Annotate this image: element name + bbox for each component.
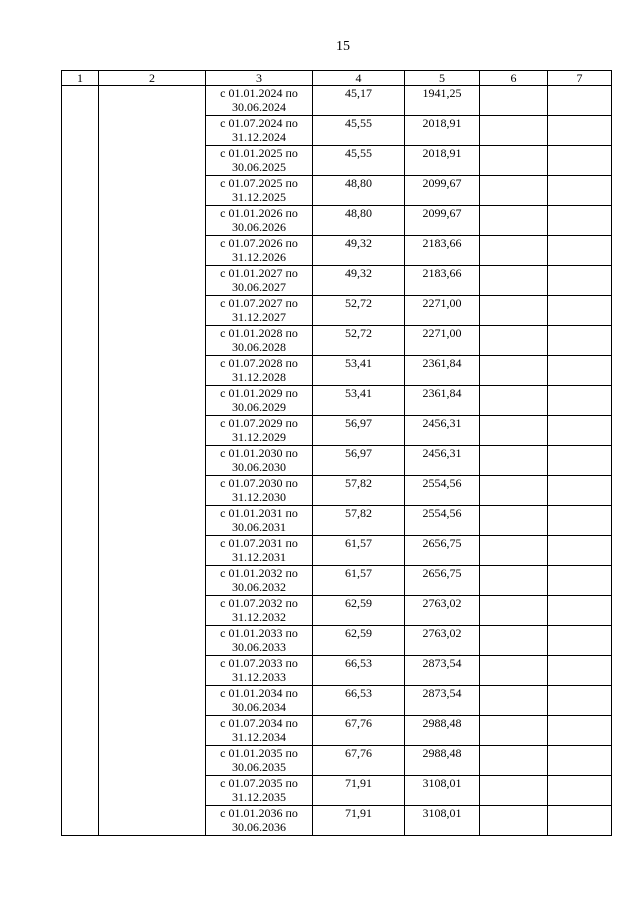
col5-value-cell: 2099,67 (405, 206, 480, 236)
col6-empty-cell (480, 506, 548, 536)
col5-value-cell: 2183,66 (405, 236, 480, 266)
col5-value-cell: 2988,48 (405, 746, 480, 776)
col7-empty-cell (548, 626, 612, 656)
col5-value-cell: 2656,75 (405, 566, 480, 596)
col4-value-cell: 67,76 (313, 746, 405, 776)
period-cell: с 01.01.2033 по 30.06.2033 (206, 626, 313, 656)
period-cell: с 01.01.2034 по 30.06.2034 (206, 686, 313, 716)
col7-empty-cell (548, 686, 612, 716)
col4-value-cell: 56,97 (313, 446, 405, 476)
table-body (62, 86, 612, 836)
col5-value-cell: 3108,01 (405, 806, 480, 836)
col4-value-cell: 45,55 (313, 146, 405, 176)
tariff-table (61, 70, 612, 836)
col7-empty-cell (548, 806, 612, 836)
col4-value-cell: 48,80 (313, 176, 405, 206)
col6-empty-cell (480, 86, 548, 116)
period-cell: с 01.07.2034 по 31.12.2034 (206, 716, 313, 746)
col5-value-cell: 2361,84 (405, 356, 480, 386)
col6-empty-cell (480, 296, 548, 326)
period-cell: с 01.07.2031 по 31.12.2031 (206, 536, 313, 566)
col7-empty-cell (548, 566, 612, 596)
col4-value-cell: 62,59 (313, 626, 405, 656)
col6-empty-cell (480, 806, 548, 836)
col5-value-cell: 2554,56 (405, 506, 480, 536)
col5-value-cell: 2099,67 (405, 176, 480, 206)
col5-value-cell: 2361,84 (405, 386, 480, 416)
col7-empty-cell (548, 146, 612, 176)
col6-empty-cell (480, 656, 548, 686)
col5-value-cell: 1941,25 (405, 86, 480, 116)
col6-empty-cell (480, 176, 548, 206)
col5-value-cell: 2456,31 (405, 416, 480, 446)
page-number: 15 (336, 39, 350, 54)
col6-empty-cell (480, 686, 548, 716)
period-cell: с 01.01.2035 по 30.06.2035 (206, 746, 313, 776)
col4-value-cell: 71,91 (313, 806, 405, 836)
col6-empty-cell (480, 536, 548, 566)
col5-value-cell: 2873,54 (405, 686, 480, 716)
header-cell-2: 2 (99, 71, 206, 86)
period-cell: с 01.01.2029 по 30.06.2029 (206, 386, 313, 416)
col5-value-cell: 2018,91 (405, 116, 480, 146)
col6-empty-cell (480, 476, 548, 506)
col6-empty-cell (480, 116, 548, 146)
col7-empty-cell (548, 386, 612, 416)
col4-value-cell: 57,82 (313, 476, 405, 506)
header-cell-4: 4 (313, 71, 405, 86)
col6-empty-cell (480, 566, 548, 596)
period-cell: с 01.07.2030 по 31.12.2030 (206, 476, 313, 506)
col7-empty-cell (548, 596, 612, 626)
col7-empty-cell (548, 266, 612, 296)
period-cell: с 01.07.2032 по 31.12.2032 (206, 596, 313, 626)
col5-value-cell: 2873,54 (405, 656, 480, 686)
col7-empty-cell (548, 116, 612, 146)
col4-value-cell: 53,41 (313, 356, 405, 386)
col7-empty-cell (548, 356, 612, 386)
period-cell: с 01.01.2026 по 30.06.2026 (206, 206, 313, 236)
col6-empty-cell (480, 746, 548, 776)
period-cell: с 01.07.2024 по 31.12.2024 (206, 116, 313, 146)
col6-empty-cell (480, 776, 548, 806)
period-cell: с 01.07.2035 по 31.12.2035 (206, 776, 313, 806)
col4-value-cell: 61,57 (313, 536, 405, 566)
col7-empty-cell (548, 236, 612, 266)
col5-value-cell: 2271,00 (405, 326, 480, 356)
col5-value-cell: 2018,91 (405, 146, 480, 176)
col5-value-cell: 2456,31 (405, 446, 480, 476)
period-cell: с 01.07.2027 по 31.12.2027 (206, 296, 313, 326)
period-cell: с 01.07.2026 по 31.12.2026 (206, 236, 313, 266)
period-cell: с 01.07.2028 по 31.12.2028 (206, 356, 313, 386)
col7-empty-cell (548, 476, 612, 506)
col7-empty-cell (548, 176, 612, 206)
period-cell: с 01.01.2027 по 30.06.2027 (206, 266, 313, 296)
col7-empty-cell (548, 326, 612, 356)
period-cell: с 01.01.2028 по 30.06.2028 (206, 326, 313, 356)
col5-value-cell: 2988,48 (405, 716, 480, 746)
col4-value-cell: 66,53 (313, 656, 405, 686)
col7-empty-cell (548, 656, 612, 686)
col4-value-cell: 49,32 (313, 266, 405, 296)
col5-value-cell: 2656,75 (405, 536, 480, 566)
col7-empty-cell (548, 716, 612, 746)
col4-value-cell: 67,76 (313, 716, 405, 746)
period-cell: с 01.01.2036 по 30.06.2036 (206, 806, 313, 836)
col7-empty-cell (548, 536, 612, 566)
col7-empty-cell (548, 86, 612, 116)
period-cell: с 01.01.2031 по 30.06.2031 (206, 506, 313, 536)
period-cell: с 01.01.2032 по 30.06.2032 (206, 566, 313, 596)
header-cell-7: 7 (548, 71, 612, 86)
col5-value-cell: 2554,56 (405, 476, 480, 506)
col6-empty-cell (480, 386, 548, 416)
col6-empty-cell (480, 356, 548, 386)
col4-value-cell: 66,53 (313, 686, 405, 716)
header-row (62, 71, 612, 86)
col7-empty-cell (548, 776, 612, 806)
col7-empty-cell (548, 416, 612, 446)
col2-merged-cell (99, 86, 206, 836)
col4-value-cell: 71,91 (313, 776, 405, 806)
col6-empty-cell (480, 266, 548, 296)
col4-value-cell: 61,57 (313, 566, 405, 596)
header-cell-1: 1 (62, 71, 99, 86)
period-cell: с 01.01.2024 по 30.06.2024 (206, 86, 313, 116)
table-row (62, 86, 612, 116)
col4-value-cell: 45,17 (313, 86, 405, 116)
col6-empty-cell (480, 146, 548, 176)
col7-empty-cell (548, 296, 612, 326)
col6-empty-cell (480, 416, 548, 446)
col4-value-cell: 62,59 (313, 596, 405, 626)
period-cell: с 01.07.2029 по 31.12.2029 (206, 416, 313, 446)
col6-empty-cell (480, 236, 548, 266)
period-cell: с 01.01.2030 по 30.06.2030 (206, 446, 313, 476)
col5-value-cell: 2763,02 (405, 626, 480, 656)
col7-empty-cell (548, 746, 612, 776)
col5-value-cell: 3108,01 (405, 776, 480, 806)
header-cell-6: 6 (480, 71, 548, 86)
col6-empty-cell (480, 596, 548, 626)
period-cell: с 01.07.2033 по 31.12.2033 (206, 656, 313, 686)
col6-empty-cell (480, 716, 548, 746)
col7-empty-cell (548, 446, 612, 476)
col5-value-cell: 2183,66 (405, 266, 480, 296)
period-cell: с 01.07.2025 по 31.12.2025 (206, 176, 313, 206)
col4-value-cell: 52,72 (313, 296, 405, 326)
header-cell-3: 3 (206, 71, 313, 86)
col6-empty-cell (480, 446, 548, 476)
col4-value-cell: 49,32 (313, 236, 405, 266)
col4-value-cell: 52,72 (313, 326, 405, 356)
col5-value-cell: 2271,00 (405, 296, 480, 326)
col5-value-cell: 2763,02 (405, 596, 480, 626)
col4-value-cell: 56,97 (313, 416, 405, 446)
col6-empty-cell (480, 626, 548, 656)
col7-empty-cell (548, 506, 612, 536)
col1-merged-cell (62, 86, 99, 836)
col4-value-cell: 53,41 (313, 386, 405, 416)
col7-empty-cell (548, 206, 612, 236)
table-header (62, 71, 612, 86)
col6-empty-cell (480, 206, 548, 236)
col4-value-cell: 48,80 (313, 206, 405, 236)
col4-value-cell: 57,82 (313, 506, 405, 536)
col4-value-cell: 45,55 (313, 116, 405, 146)
header-cell-5: 5 (405, 71, 480, 86)
col6-empty-cell (480, 326, 548, 356)
period-cell: с 01.01.2025 по 30.06.2025 (206, 146, 313, 176)
